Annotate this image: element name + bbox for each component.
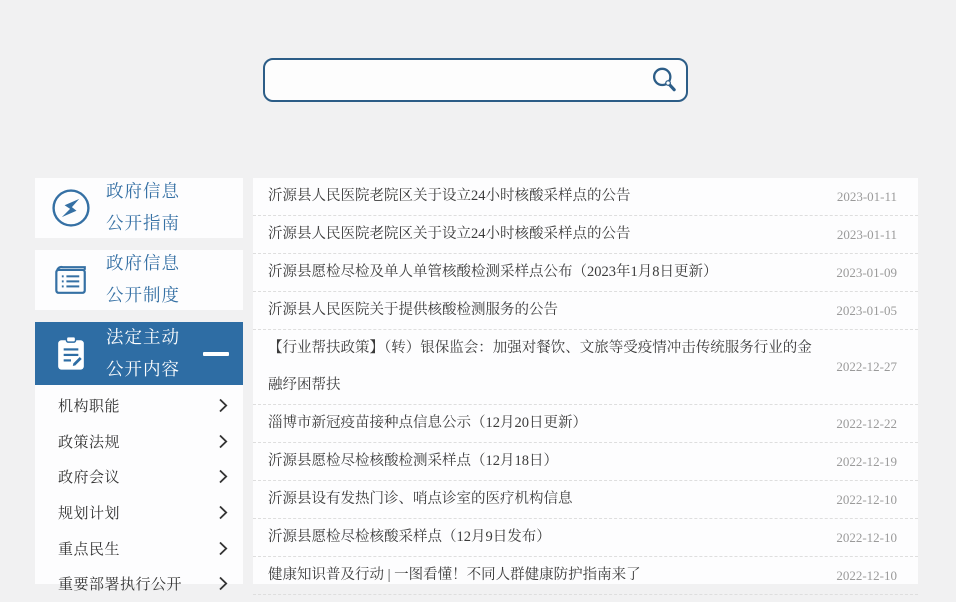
collapse-minus-icon[interactable] [203,352,229,356]
sidebar-item-label: 政府信息 公开制度 [106,253,180,305]
news-date: 2022-12-10 [836,567,897,583]
news-title-link[interactable]: 沂源县愿检尽检核酸检测采样点（12月18日） [268,453,558,469]
news-panel [253,178,918,584]
news-title-link[interactable]: 沂源县愿检尽检及单人单管核酸检测采样点公布（2023年1月8日更新） [268,264,718,280]
news-row [253,481,918,519]
sidebar [35,178,243,594]
news-row [253,216,918,254]
sidebar-submenu-item[interactable] [35,530,243,566]
news-row [253,557,918,595]
news-title-link[interactable]: 淄博市新冠疫苗接种点信息公示（12月20日更新） [268,415,587,431]
clipboard-pen-icon [48,331,94,377]
sidebar-item-gov-info-system[interactable] [35,250,243,310]
sidebar-submenu-item[interactable] [35,459,243,495]
news-row [253,330,918,405]
chevron-right-icon [218,469,228,484]
document-icon [48,257,94,303]
news-date: 2023-01-05 [836,302,897,318]
news-date: 2022-12-22 [836,415,897,431]
sidebar-submenu-item[interactable] [35,495,243,531]
news-title-link[interactable]: 沂源县愿检尽检核酸采样点（12月9日发布） [268,529,551,545]
news-title-link[interactable]: 沂源县人民医院老院区关于设立24小时核酸采样点的公告 [268,226,631,242]
submenu-item-label: 政策法规 [58,434,121,451]
sidebar-item-label: 法定主动 公开内容 [106,326,180,379]
sidebar-submenu-item[interactable] [35,566,243,602]
submenu-item-label: 机构职能 [58,399,121,416]
news-date: 2023-01-09 [836,264,897,280]
sidebar-submenu-item[interactable] [35,424,243,460]
news-row [253,178,918,216]
news-date: 2023-01-11 [836,188,897,204]
sidebar-item-statutory-disclosure[interactable] [35,322,243,385]
submenu-item-label: 规划计划 [58,506,121,523]
search-button[interactable] [642,60,686,100]
news-title-link[interactable]: 沂源县人民医院关于提供核酸检测服务的公告 [268,302,558,318]
submenu-item-label: 重要部署执行公开 [58,577,183,594]
news-row [253,443,918,481]
news-row [253,292,918,330]
submenu-item-label: 政府会议 [58,470,121,487]
chevron-right-icon [218,541,228,556]
news-row [253,254,918,292]
sidebar-submenu [35,385,243,594]
sidebar-submenu-item[interactable] [35,388,243,424]
news-date: 2022-12-10 [836,491,897,507]
search-bar [263,58,688,102]
search-icon [649,65,679,95]
news-title-link[interactable]: 【行业帮扶政策】（转）银保监会：加强对餐饮、文旅等受疫情冲击传统服务行业的金融纾困帮扶 [268,340,812,393]
news-date: 2022-12-27 [836,359,897,374]
chevron-right-icon [218,434,228,449]
news-title-link[interactable]: 沂源县人民医院老院区关于设立24小时核酸采样点的公告 [268,188,631,204]
sidebar-item-gov-info-guide[interactable] [35,178,243,238]
sidebar-item-label: 政府信息 公开指南 [106,181,180,233]
news-date: 2022-12-10 [836,529,897,545]
news-date: 2023-01-11 [836,226,897,242]
news-title-link[interactable]: 沂源县设有发热门诊、哨点诊室的医疗机构信息 [268,491,573,507]
news-row [253,519,918,557]
news-row [253,405,918,443]
chevron-right-icon [218,576,228,591]
chevron-right-icon [218,505,228,520]
news-date: 2022-12-19 [836,453,897,469]
submenu-item-label: 重点民生 [58,541,121,558]
chevron-right-icon [218,398,228,413]
search-input[interactable] [265,60,642,100]
compass-icon [48,185,94,231]
news-title-link[interactable]: 健康知识普及行动 | 一图看懂！不同人群健康防护指南来了 [268,567,641,583]
